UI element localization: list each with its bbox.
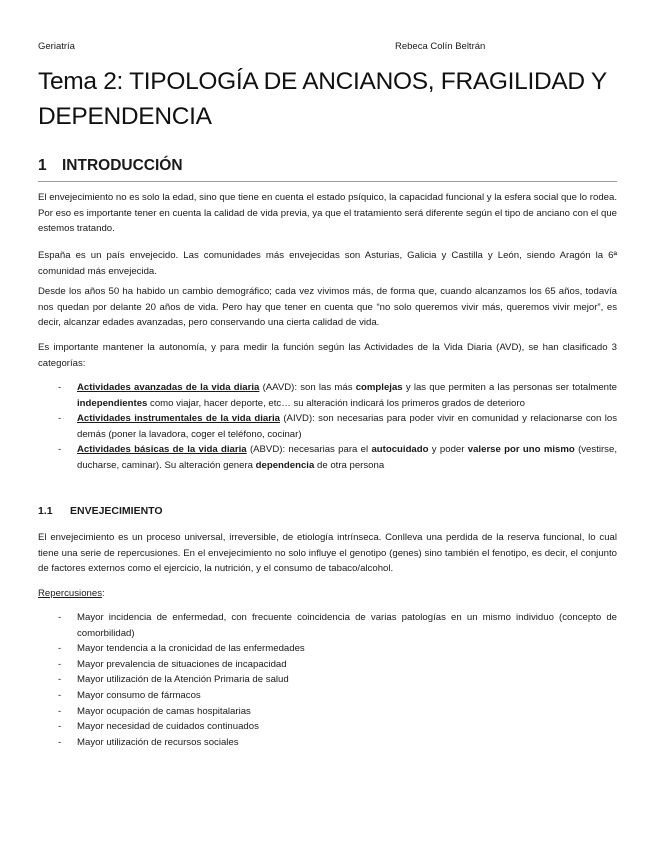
list-item — [38, 657, 617, 673]
term-abvd: Actividades básicas de la vida diaria — [77, 444, 247, 456]
list-item-aivd — [38, 411, 617, 442]
list-item — [38, 704, 617, 720]
item-text: Mayor tendencia a la cronicidad de las enfermedades — [77, 643, 305, 655]
list-item — [38, 610, 617, 641]
repercusiones-list — [38, 610, 617, 750]
list-item — [38, 688, 617, 704]
list-bullet: - — [58, 736, 62, 748]
section-heading-envejecimiento — [38, 505, 163, 517]
list-item — [38, 719, 617, 735]
section-number: 1.1 — [38, 505, 53, 517]
list-bullet: - — [58, 705, 62, 717]
paragraph-intro-2: España es un país envejecido. Las comunidades más envejecidas son Asturias, Galicia y Castilla y León, siendo Aragón la 6ª comunidad más envejecida. — [38, 250, 617, 277]
term-aivd: Actividades instrumentales de la vida diaria — [77, 413, 280, 425]
item-text: (vestirse, ducharse, caminar). Su alteración genera — [77, 444, 617, 471]
section-number: 1 — [38, 157, 47, 174]
list-bullet: - — [58, 689, 62, 701]
list-item-abvd — [38, 442, 617, 473]
item-text: y poder — [428, 444, 468, 456]
item-text: Mayor consumo de fármacos — [77, 689, 201, 701]
item-text: (AIVD): son necesarias para poder vivir en comunidad y relacionarse con los demás (poner la lavadora, coger el teléfono, cocinar) — [77, 413, 617, 440]
section-title: INTRODUCCIÓN — [62, 157, 183, 174]
list-bullet: - — [58, 674, 62, 686]
list-bullet: - — [58, 382, 62, 393]
paragraph-intro-4: Es importante mantener la autonomía, y para medir la función según las Actividades de la Vida Diaria (AVD), se han clasificado 3 categorías: — [38, 342, 617, 369]
item-bold: valerse por uno mismo — [467, 444, 575, 456]
item-text: y las que permiten a las personas ser totalmente — [402, 382, 618, 393]
item-text: Mayor utilización de recursos sociales — [77, 736, 239, 748]
item-text: Mayor prevalencia de situaciones de incapacidad — [77, 658, 287, 670]
list-bullet: - — [58, 643, 62, 655]
term-aavd: Actividades avanzadas de la vida diaria — [77, 382, 260, 393]
list-bullet: - — [58, 721, 62, 733]
item-bold: dependencia — [255, 459, 315, 471]
document-title: Tema 2: TIPOLOGÍA DE ANCIANOS, FRAGILIDAD Y DEPENDENCIA — [38, 68, 607, 130]
header-author: Rebeca Colín Beltrán — [395, 41, 486, 52]
list-bullet: - — [58, 444, 62, 456]
item-text: Mayor ocupación de camas hospitalarias — [77, 705, 251, 717]
list-item — [38, 641, 617, 657]
item-text: (AAVD): son las más — [259, 382, 356, 393]
paragraph-intro-1: El envejecimiento no es solo la edad, sino que tiene en cuenta el estado psíquico, la capacidad funcional y la esfera social que lo rodea. Por eso es importante tener en cuenta la calidad de vida previa, ya que el tratamiento será diferente según el tipo de anciano con el que estemos tratando. — [38, 192, 617, 235]
item-bold: independientes — [77, 397, 148, 409]
header-subject: Geriatría — [38, 41, 75, 52]
section-title: ENVEJECIMIENTO — [70, 505, 163, 517]
paragraph-intro-3: Desde los años 50 ha habido un cambio demográfico; cada vez vivimos más, de forma que, cuando alcanzamos los 65 años, todavía nos quedan por delante 20 años de vida. Pero hay que tener en cuenta que “no solo queremos vivir más, queremos vivir mejor”, es decir, alcanzar edades avanzadas, pero conservando una cierta calidad de vida. — [38, 286, 617, 329]
item-text: Mayor necesidad de cuidados continuados — [77, 721, 259, 733]
item-text: (ABVD): necesarias para el — [246, 444, 372, 456]
list-item — [38, 735, 617, 751]
list-item — [38, 672, 617, 688]
item-text: como viajar, hacer deporte, etc… su alteración indicará los primeros grados de deterioro — [147, 397, 525, 409]
repercusiones-label — [38, 586, 617, 602]
item-text: Mayor incidencia de enfermedad, con frecuente coincidencia de varias patologías en un mismo individuo (concepto de comorbilidad) — [77, 612, 617, 639]
list-bullet: - — [58, 658, 62, 670]
paragraph-envejecimiento: El envejecimiento es un proceso universal, irreversible, de etiología intrínseca. Conlleva una perdida de la reserva funcional, lo cual tiene una serie de repercusiones. En el envejecimiento no solo influye el genotipo (genes) sino también el fenotipo, es decir, el conjunto de factores externos como el ejercicio, la nutrición, y el consumo de tabaco/alcohol. — [38, 532, 617, 575]
section-heading-introduccion — [38, 157, 617, 182]
avd-list — [38, 380, 617, 474]
item-text: Mayor utilización de la Atención Primaria de salud — [77, 674, 289, 686]
repercusiones-text: Repercusiones — [38, 588, 102, 599]
colon: : — [102, 588, 105, 599]
list-bullet: - — [58, 612, 62, 623]
list-bullet: - — [58, 413, 62, 425]
item-bold: complejas — [355, 382, 403, 393]
list-item-aavd — [38, 380, 617, 411]
item-text: de otra persona — [314, 459, 385, 471]
item-bold: autocuidado — [371, 444, 429, 456]
